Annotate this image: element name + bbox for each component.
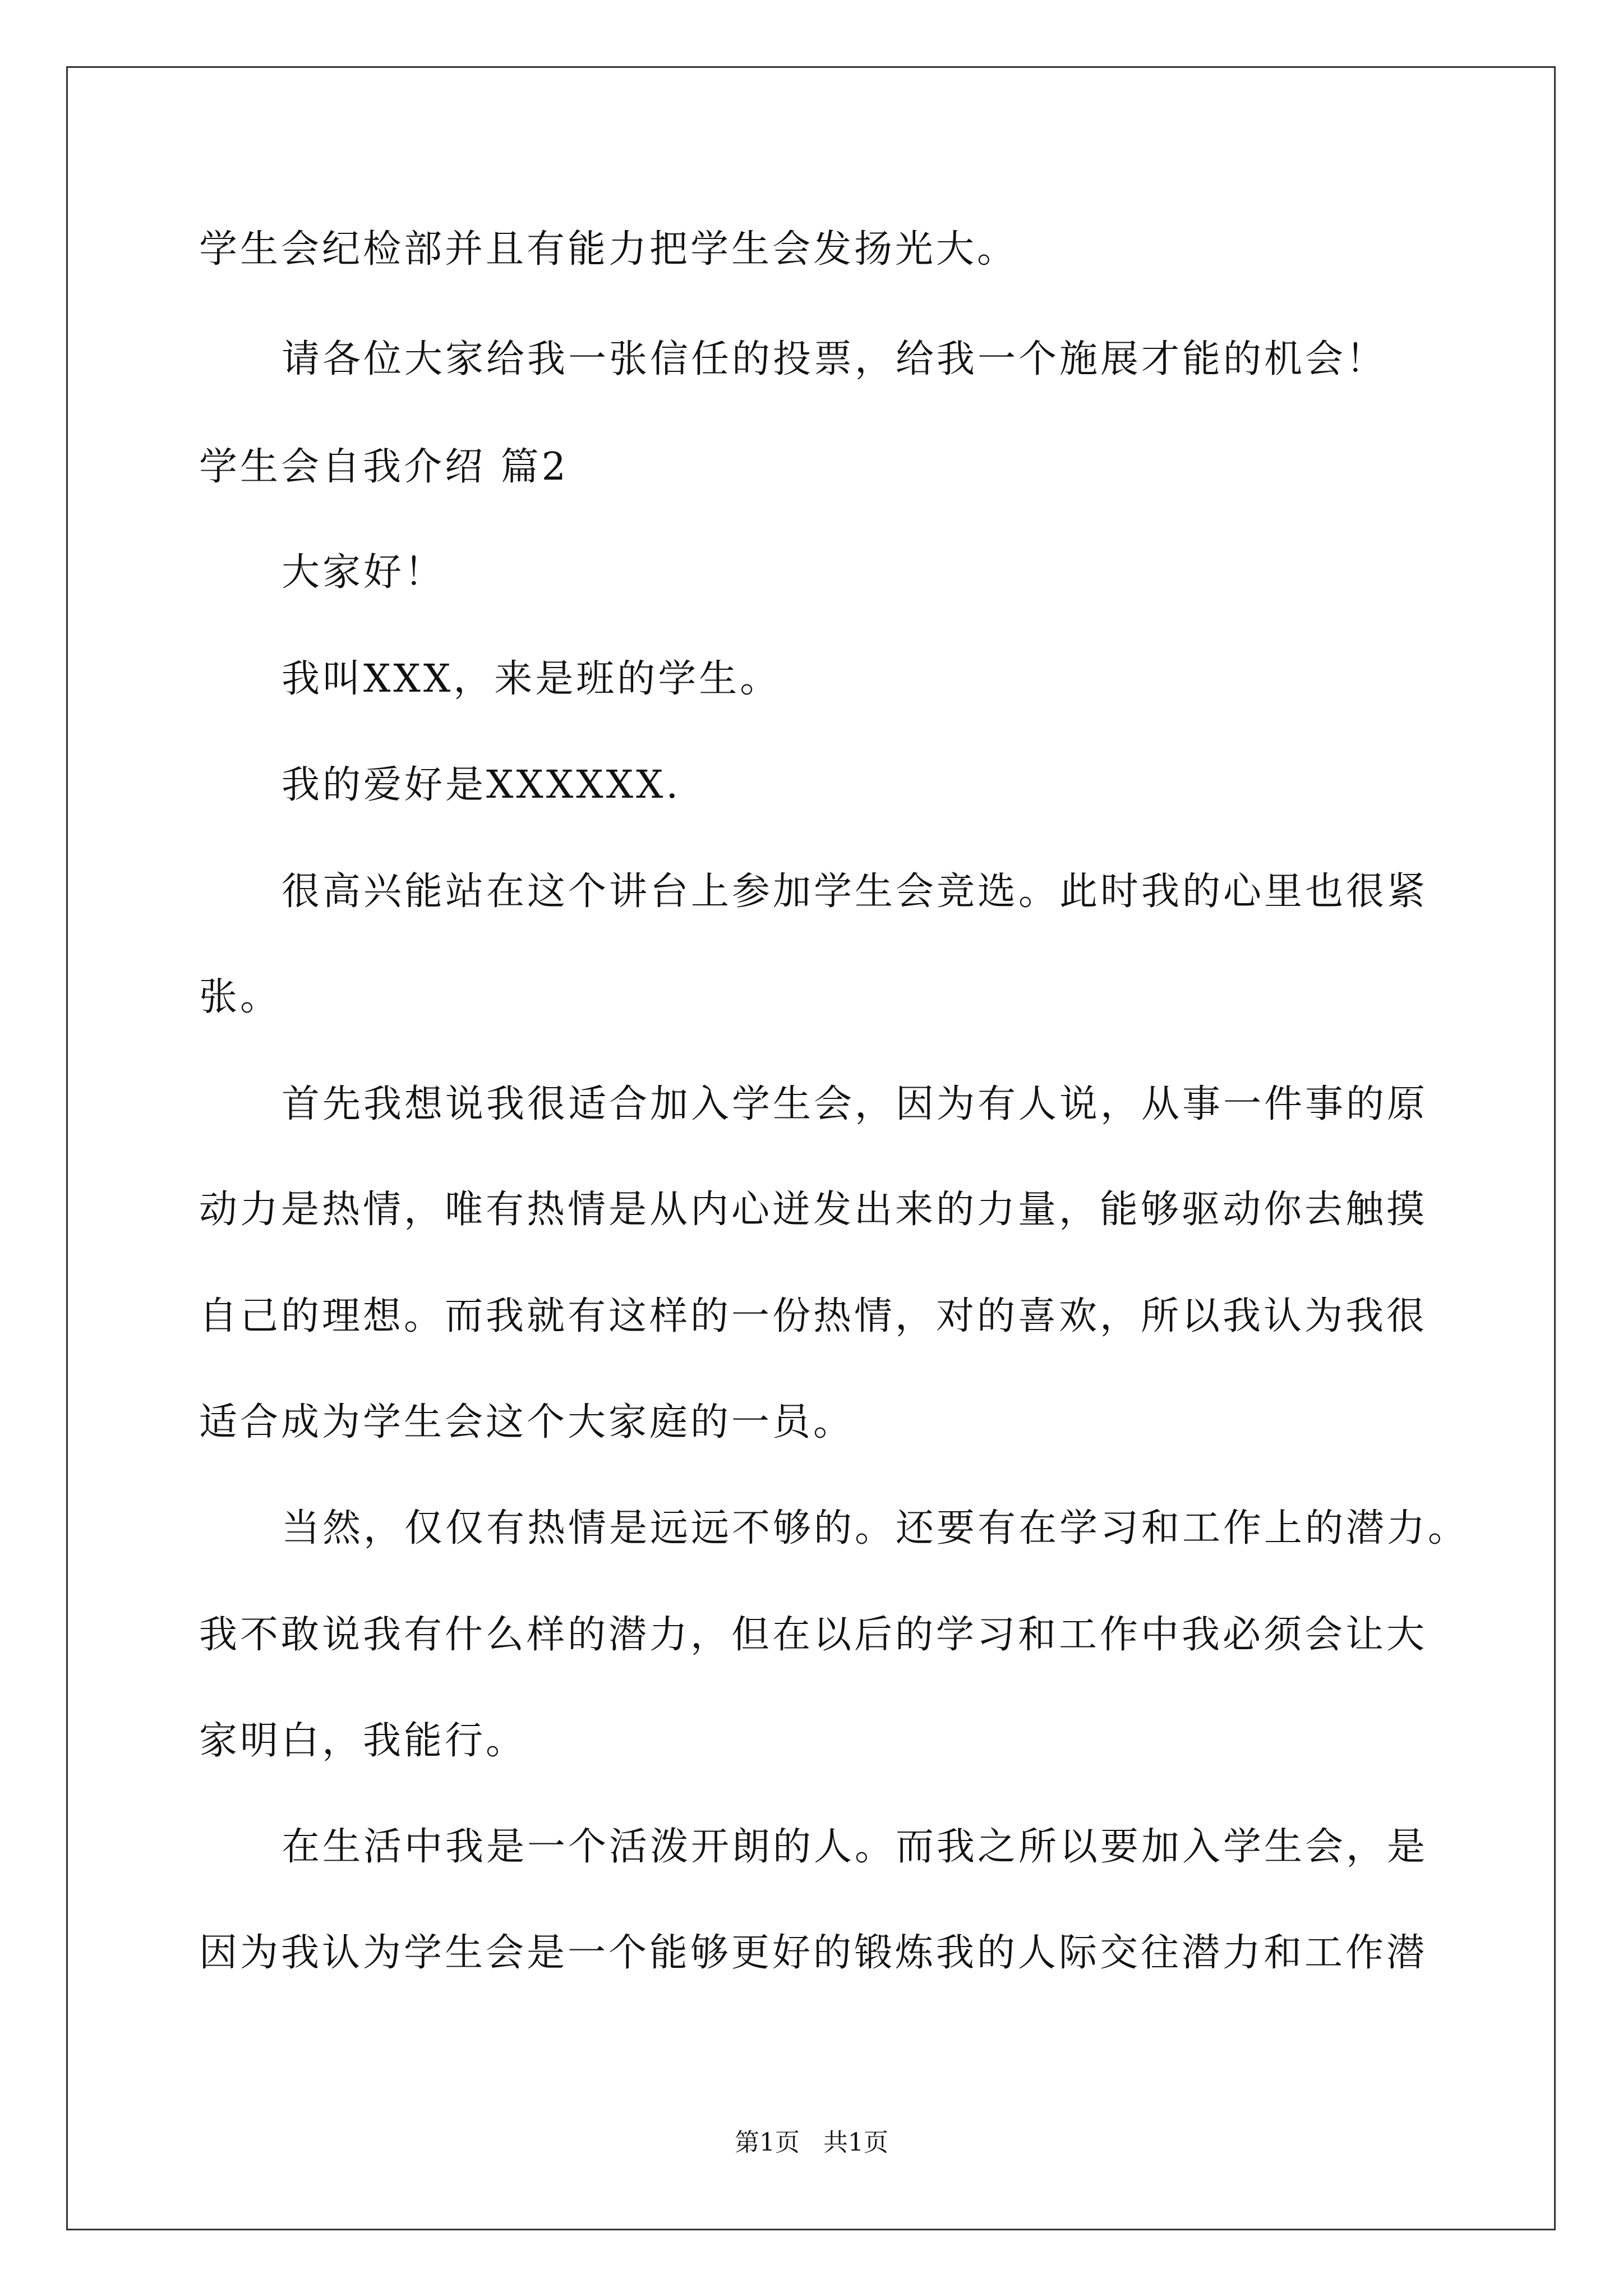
page-number-footer: 第1页 共1页 <box>735 2128 888 2157</box>
paragraph-line: 因为我认为学生会是一个能够更好的锻炼我的人际交往潜力和工作潜 <box>199 1931 1428 1975</box>
paragraph-line: 大家好！ <box>282 550 446 595</box>
paragraph-line: 在生活中我是一个活泼开朗的人。而我之所以要加入学生会，是 <box>282 1825 1428 1869</box>
page-frame <box>66 66 1556 2230</box>
paragraph-line: 学生会纪检部并且有能力把学生会发扬光大。 <box>199 227 1018 272</box>
section-heading: 学生会自我介绍 篇2 <box>199 445 569 489</box>
paragraph-line: 当然，仅仅有热情是远远不够的。还要有在学习和工作上的潜力。 <box>282 1506 1469 1550</box>
paragraph-line: 家明白，我能行。 <box>199 1719 527 1763</box>
paragraph-line: 首先我想说我很适合加入学生会，因为有人说，从事一件事的原 <box>282 1082 1428 1126</box>
paragraph-line: 我的爱好是XXXXXX. <box>282 763 681 807</box>
paragraph-line: 张。 <box>199 975 282 1019</box>
paragraph-line: 我不敢说我有什么样的潜力，但在以后的学习和工作中我必须会让大 <box>199 1613 1428 1657</box>
paragraph-line: 我叫XXX，来是班的学生。 <box>282 657 781 701</box>
paragraph-line: 很高兴能站在这个讲台上参加学生会竞选。此时我的心里也很紧 <box>282 869 1428 914</box>
paragraph-line: 适合成为学生会这个大家庭的一员。 <box>199 1400 855 1444</box>
paragraph-line: 请各位大家给我一张信任的投票，给我一个施展才能的机会！ <box>282 337 1387 381</box>
paragraph-line: 动力是热情，唯有热情是从内心迸发出来的力量，能够驱动你去触摸 <box>199 1188 1428 1232</box>
paragraph-line: 自己的理想。而我就有这样的一份热情，对的喜欢，所以我认为我很 <box>199 1294 1428 1338</box>
